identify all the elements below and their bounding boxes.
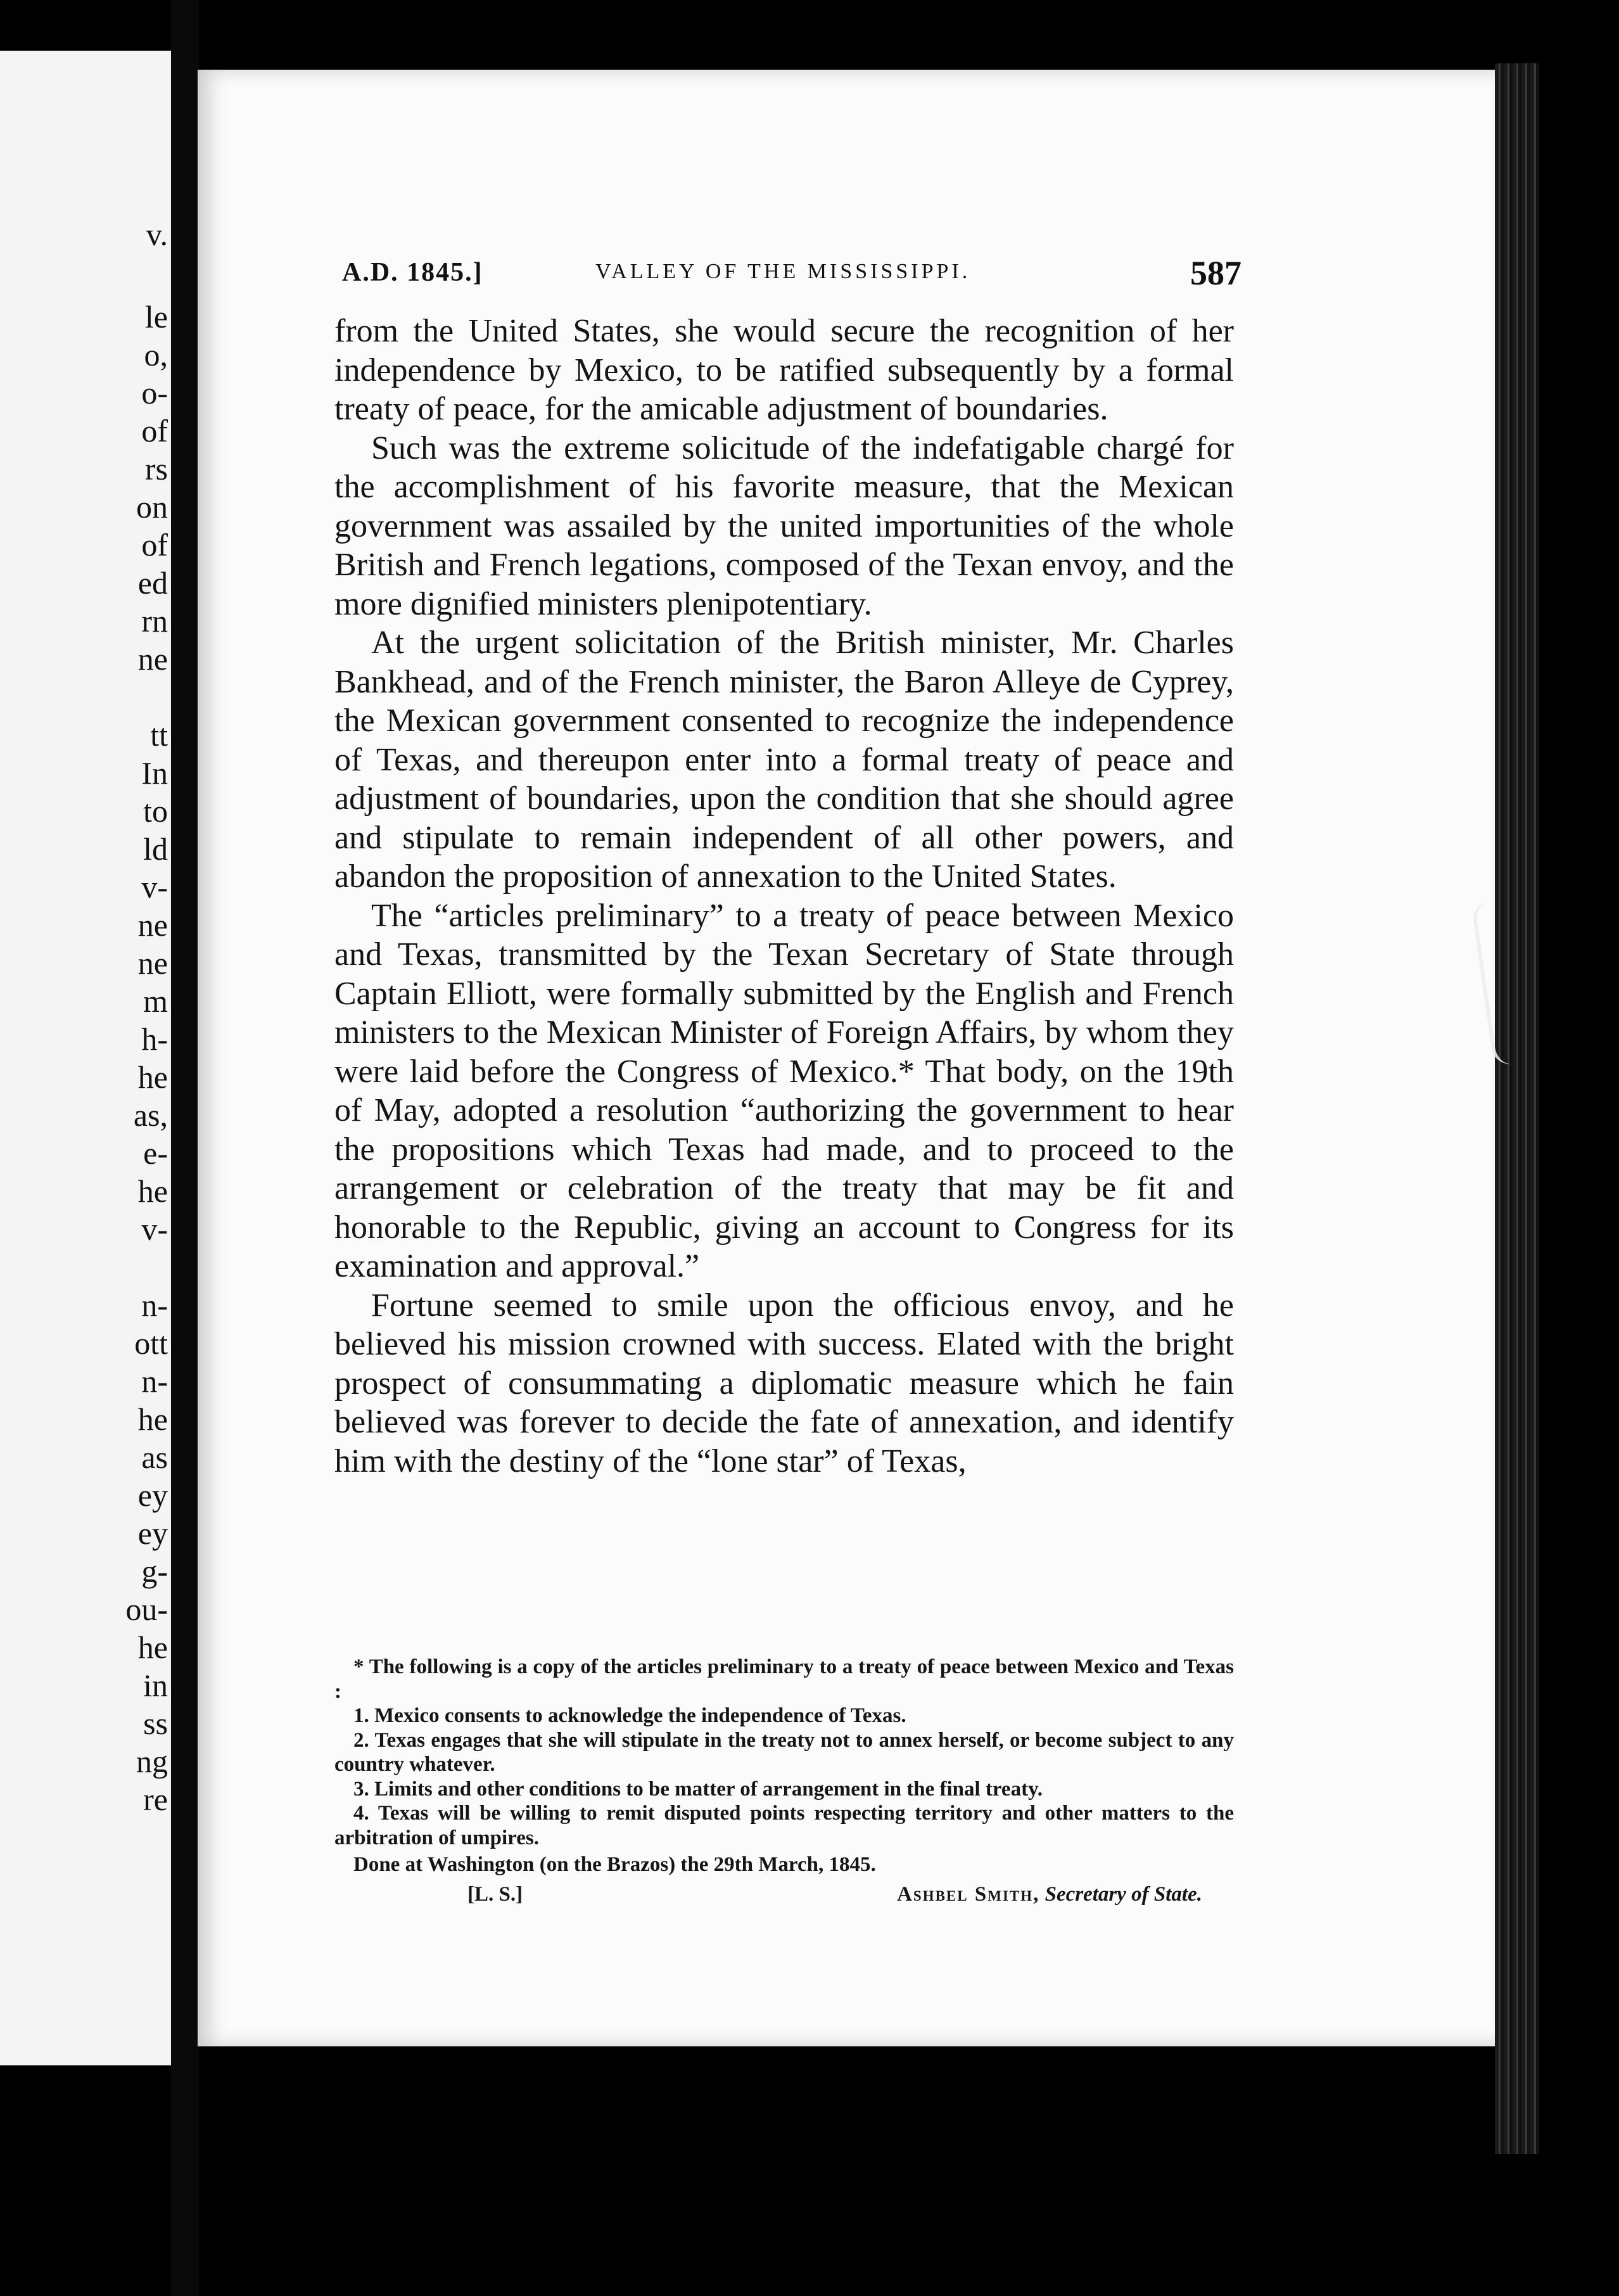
left-page-line-fragment: o, bbox=[144, 337, 168, 373]
footnote-item: 2. Texas engages that she will stipulate in the treaty not to annex herself, or become subject to any country whatever. bbox=[334, 1728, 1234, 1776]
body-text bbox=[334, 312, 1234, 1481]
left-page-line-fragment: ed bbox=[137, 565, 168, 601]
left-page-line-fragment: ne bbox=[137, 641, 168, 677]
left-page-line-fragment: he bbox=[137, 1059, 168, 1095]
left-page-line-fragment: v- bbox=[141, 869, 168, 905]
running-title: VALLEY OF THE MISSISSIPPI. bbox=[595, 260, 971, 283]
left-page-line-fragment: ou- bbox=[125, 1591, 168, 1627]
footnote-item: 3. Limits and other conditions to be matter of arrangement in the final treaty. bbox=[353, 1777, 1043, 1801]
left-page-line-fragment: n- bbox=[141, 1363, 168, 1399]
left-page-line-fragment: ey bbox=[137, 1515, 168, 1551]
footnote-item: 4. Texas will be willing to remit disputed points respecting territory and other matters to the arbitration of umpires. bbox=[334, 1802, 1234, 1849]
paragraph: Such was the extreme solicitude of the indefatigable chargé for the accomplishment of his favorite measure, that the Mexican government was assailed by the united importunities of the whole British and French legations, composed of the Texan envoy, and the more dignified ministers plenipotentiary. bbox=[334, 430, 1234, 622]
left-page-line-fragment: ott bbox=[134, 1325, 168, 1361]
left-page-line-fragment: rn bbox=[141, 603, 168, 639]
left-page-line-fragment: he bbox=[137, 1630, 168, 1665]
left-page-line-fragment: n- bbox=[141, 1287, 168, 1323]
page-number: 587 bbox=[1190, 254, 1241, 292]
header-date: A.D. 1845.] bbox=[342, 258, 483, 287]
left-page-line-fragment: tt bbox=[150, 717, 168, 753]
left-page-line-fragment: re bbox=[143, 1782, 168, 1817]
left-page-line-fragment: ne bbox=[137, 945, 168, 981]
footnote-intro: * The following is a copy of the articles preliminary to a treaty of peace between Mexico and Texas : bbox=[334, 1655, 1234, 1703]
left-page-line-fragment: ne bbox=[137, 907, 168, 943]
paragraph: from the United States, she would secure the recognition of her independence by Mexico, to be ratified subsequently by a formal treaty of peace, for the amicable adjustment of boundaries. bbox=[334, 313, 1234, 427]
left-page-line-fragment: e- bbox=[143, 1135, 168, 1171]
left-page-line-fragment: o- bbox=[141, 375, 168, 411]
left-page-line-fragment: ss bbox=[143, 1706, 168, 1741]
left-page-line-fragment: on bbox=[136, 489, 168, 525]
left-page-line-fragment: as bbox=[141, 1439, 168, 1475]
book-gutter bbox=[171, 0, 199, 2296]
left-page-line-fragment: v. bbox=[146, 217, 168, 252]
paragraph: The “articles preliminary” to a treaty of peace between Mexico and Texas, transmitted by the Texan Secretary of State through Captain Elliott, were formally submitted by the English and French ministers to the Mexican Minister of Foreign Affairs, by whom they were laid before the Congress of Mexico.* That body, on the 19th of May, adopted a resolution “authorizing the government to hear the propositions which Texas had made, and to proceed to the arrangement or celebration of the treaty that may be fit and honorable to the Republic, giving an account to Congress for its examination and approval.” bbox=[334, 897, 1234, 1284]
footnote-item: 1. Mexico consents to acknowledge the independence of Texas. bbox=[353, 1704, 906, 1727]
left-page-line-fragment: m bbox=[143, 983, 168, 1019]
paragraph: At the urgent solicitation of the British minister, Mr. Charles Bankhead, and of the French minister, the Baron Alleye de Cyprey, the Mexican government consented to recognize the independence of Texas, and thereupon enter into a formal treaty of peace and adjustment of boundaries, upon the condition that she should agree and stipulate to remain independent of all other powers, and abandon the proposition of annexation to the United States. bbox=[334, 625, 1234, 895]
signer-name: Ashbel Smith, bbox=[897, 1882, 1040, 1906]
left-page-line-fragment: rs bbox=[144, 451, 168, 487]
left-page-line-fragment: he bbox=[137, 1401, 168, 1437]
left-page-line-fragment: as, bbox=[133, 1097, 168, 1133]
footnote bbox=[334, 1655, 1234, 1910]
footnote-done-at: Done at Washington (on the Brazos) the 29th March, 1845. bbox=[353, 1853, 876, 1876]
left-page-line-fragment: h- bbox=[141, 1021, 168, 1057]
left-page-line-fragment: g- bbox=[141, 1553, 168, 1589]
page-header bbox=[342, 253, 1241, 298]
left-page-line-fragment: ng bbox=[136, 1744, 168, 1779]
left-page-line-fragment: of bbox=[141, 413, 168, 449]
left-page-line-fragment: of bbox=[141, 527, 168, 563]
seal-mark: [L. S.] bbox=[467, 1882, 523, 1906]
left-page-edge bbox=[0, 51, 171, 2065]
left-page-line-fragment: he bbox=[137, 1173, 168, 1209]
signer-title: Secretary of State. bbox=[1044, 1882, 1202, 1906]
footnote-signature-line bbox=[334, 1880, 1234, 1910]
left-page-line-fragment: to bbox=[143, 793, 168, 829]
paragraph: Fortune seemed to smile upon the officious envoy, and he believed his mission crowned with success. Elated with the bright prospect of consummating a diplomatic measure which he fain believed was forever to decide the fate of annexation, and identify him with the destiny of the “lone star” of Texas, bbox=[334, 1287, 1234, 1479]
left-page-line-fragment: ey bbox=[137, 1477, 168, 1513]
left-page-line-fragment: In bbox=[141, 755, 168, 791]
signature bbox=[897, 1882, 1202, 1907]
left-page-line-fragment: v- bbox=[141, 1211, 168, 1247]
left-page-line-fragment: le bbox=[144, 299, 168, 335]
left-page-line-fragment: in bbox=[143, 1668, 168, 1703]
page-edges bbox=[1495, 63, 1539, 2154]
left-page-line-fragment: ld bbox=[143, 831, 168, 867]
